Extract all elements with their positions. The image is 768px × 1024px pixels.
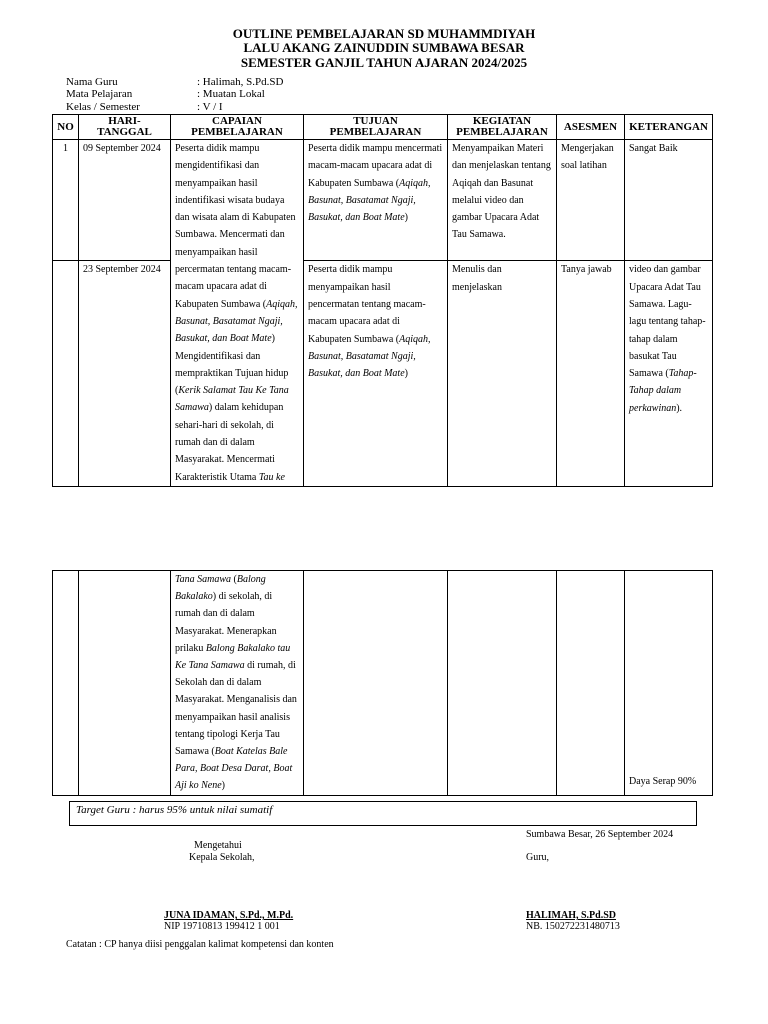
table-header-row (53, 115, 713, 140)
subject-label: Mata Pelajaran (66, 88, 133, 100)
principal-name: JUNA IDAMAN, S.Pd., M.Pd. (164, 910, 294, 921)
teacher-title: Guru, (526, 852, 550, 863)
header-remarks: KETERANGAN (625, 115, 713, 140)
header-activity: KEGIATAN PEMBELAJARAN (448, 115, 557, 140)
teacher-target-box: Target Guru : harus 95% untuk nilai sumatif (69, 801, 697, 826)
remarks-cell: video dan gambar Upacara Adat Tau Samawa. Lagu-lagu tentang tahap-tahap dalam basukat Tau Samawa (Tahap-Tahap dalam perkawinan). (625, 261, 713, 487)
footnote: Catatan : CP hanya diisi penggalan kalimat kompetensi dan konten (66, 939, 334, 950)
activity-cell: Menyampaikan Materi dan menjelaskan tentang Aqiqah dan Basunat melalui video dan gambar Upacara Adat Tau Samawa. (448, 140, 557, 261)
objective-cell (304, 571, 448, 796)
row-date (79, 571, 171, 796)
document-title-line-2: LALU AKANG ZAINUDDIN SUMBAWA BESAR (243, 40, 525, 55)
remarks-cell: Daya Serap 90% (625, 571, 713, 796)
assessment-cell: Mengerjakan soal latihan (557, 140, 625, 261)
header-achievement: CAPAIAN PEMBELAJARAN (171, 115, 304, 140)
objective-cell: Peserta didik mampu mencermati macam-macam upacara adat di Kabupaten Sumbawa (Aqiqah, Basunat, Basatamat Ngaji, Basukat, dan Boat Mate) (304, 140, 448, 261)
teacher-name: HALIMAH, S.Pd.SD (526, 910, 617, 921)
document-title-line-3: SEMESTER GANJIL TAHUN AJARAN 2024/2025 (240, 55, 528, 70)
subject-value: : Muatan Lokal (197, 88, 265, 100)
table-row (53, 571, 713, 796)
header-no: NO (53, 115, 79, 140)
header-objective: TUJUAN PEMBELAJARAN (304, 115, 448, 140)
activity-cell (448, 571, 557, 796)
teacher-id: NB. 150272231480713 (526, 921, 620, 932)
principal-id: NIP 19710813 199412 1 001 (164, 921, 280, 932)
class-value: : V / I (197, 101, 223, 113)
objective-cell: Peserta didik mampu menyampaikan hasil pencermatan tentang macam-macam upacara adat di Kabupaten Sumbawa (Aqiqah, Basunat, Basatamat Ngaji, Basukat, dan Boat Mate) (304, 261, 448, 487)
principal-title: Kepala Sekolah, (189, 852, 255, 863)
acknowledged-label: Mengetahui (194, 840, 242, 851)
class-label: Kelas / Semester (66, 101, 140, 113)
row-date: 09 September 2024 (79, 140, 171, 261)
document-title-line-1: OUTLINE PEMBELAJARAN SD MUHAMMDIYAH (232, 26, 536, 41)
header-date: HARI- TANGGAL (79, 115, 171, 140)
outline-table-continued (52, 570, 713, 796)
remarks-cell: Sangat Baik (625, 140, 713, 261)
teacher-label: Nama Guru (66, 76, 118, 88)
header-assessment: ASESMEN (557, 115, 625, 140)
place-date: Sumbawa Besar, 26 September 2024 (526, 829, 674, 840)
row-number: 1 (53, 140, 79, 261)
table-row (53, 261, 713, 487)
table-row (53, 140, 713, 261)
assessment-cell (557, 571, 625, 796)
row-number (53, 261, 79, 487)
outline-table (52, 114, 713, 487)
assessment-cell: Tanya jawab (557, 261, 625, 487)
teacher-value: : Halimah, S.Pd.SD (197, 76, 284, 88)
row-date: 23 September 2024 (79, 261, 171, 487)
achievement-cell: Peserta didik mampu mengidentifikasi dan menyampaikan hasil indentifikasi wisata budaya dan wisata alam di Kabupaten Sumbawa. Mencermati dan menyampaikan hasil percermatan tentang macam-macam upacara adat di Kabupaten Sumbawa (Aqiqah, Basunat, Basatamat Ngaji, Basukat, dan Boat Mate) Mengidentifikasi dan mempraktikan Tujuan hidup (Kerik Salamat Tau Ke Tana Samawa) dalam kehidupan sehari-hari di sekolah, di rumah dan di dalam Masyarakat. Mencermati Karakteristik Utama Tau ke (171, 140, 304, 487)
activity-cell: Menulis dan menjelaskan (448, 261, 557, 487)
achievement-cell-continued: Tana Samawa (Balong Bakalako) di sekolah, di rumah dan di dalam Masyarakat. Menerapkan prilaku Balong Bakalako tau Ke Tana Samawa di rumah, di Sekolah dan di dalam Masyarakat. Menganalisis dan menyampaikan hasil analisis tentang tipologi Kerja Tau Samawa (Boat Katelas Bale Para, Boat Desa Darat, Boat Aji ko Nene) (171, 571, 304, 796)
row-number (53, 571, 79, 796)
